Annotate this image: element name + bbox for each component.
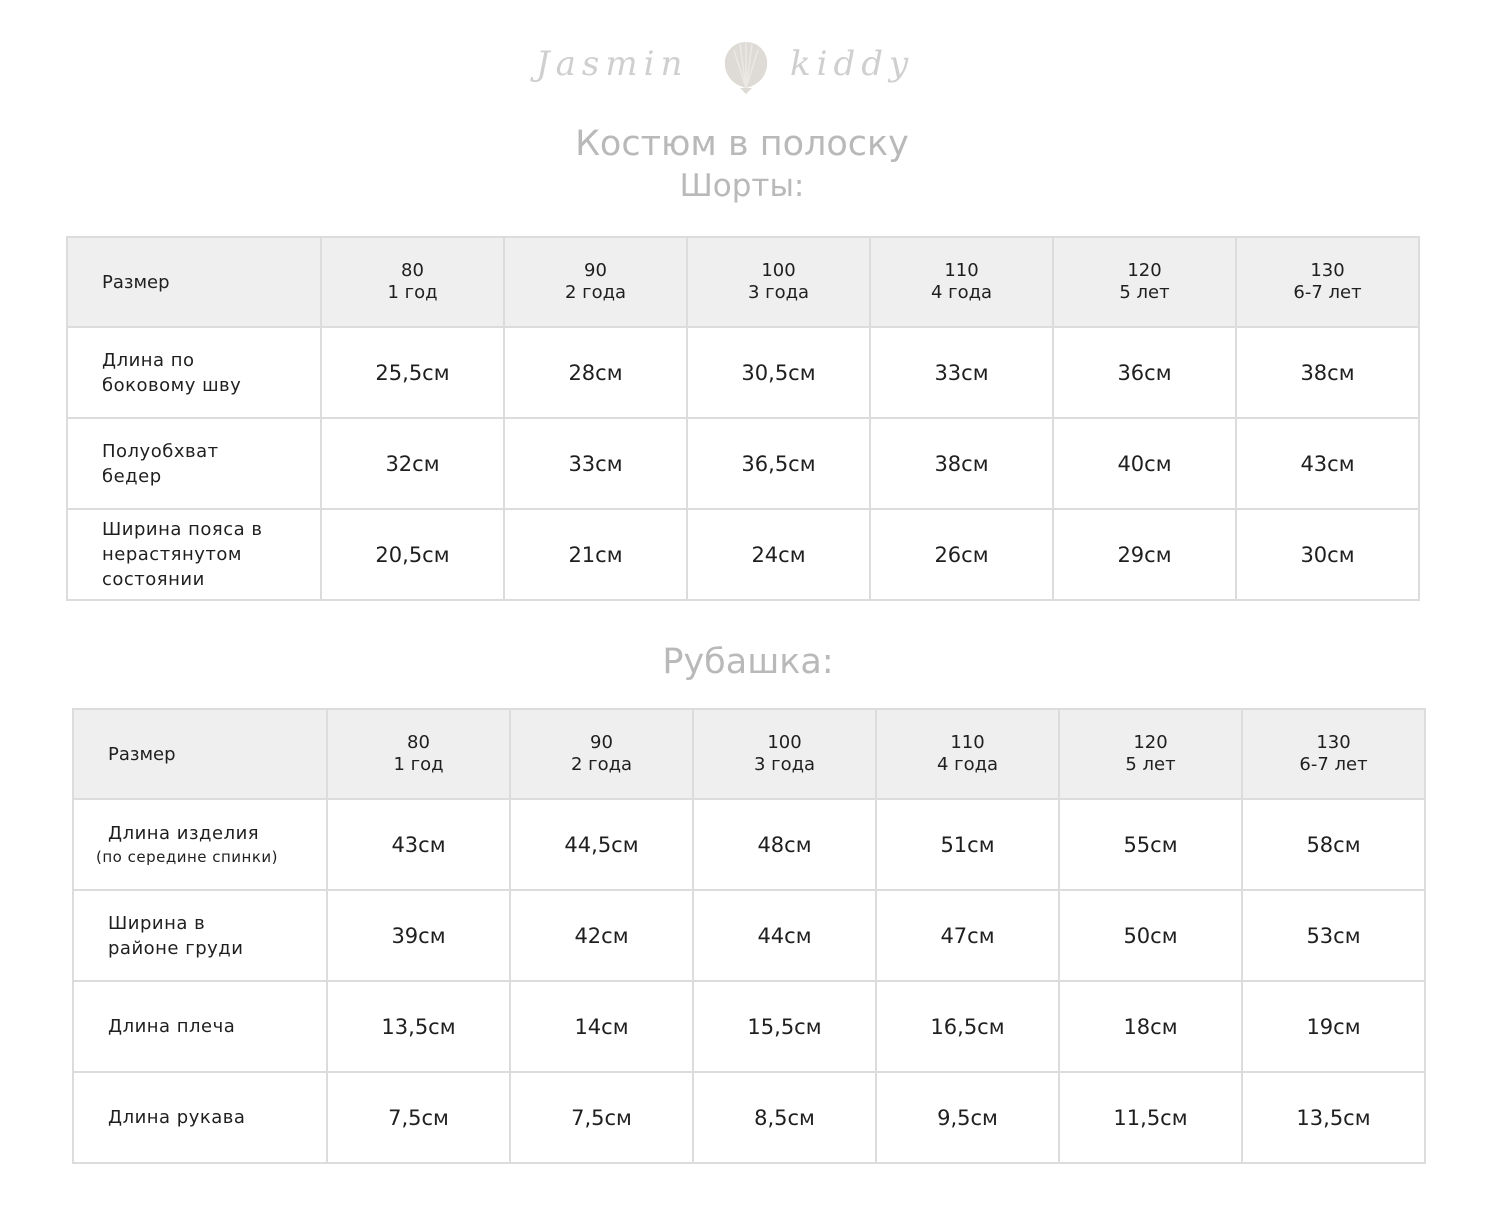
table-row (73, 981, 1425, 1072)
size-age: 3 года (747, 282, 810, 303)
size-age: 5 лет (1125, 754, 1176, 775)
size-age: 2 года (564, 282, 627, 303)
size-age: 1 год (393, 754, 444, 775)
size-height: 120 (1127, 260, 1162, 281)
table-cell: 13,5см (1242, 1072, 1425, 1163)
table-row (73, 890, 1425, 981)
size-header-100 (693, 709, 876, 799)
table-cell: 36,5см (687, 418, 870, 509)
row-label (73, 981, 327, 1072)
size-header-90 (504, 237, 687, 327)
size-header-120 (1059, 709, 1242, 799)
table-cell: 24см (687, 509, 870, 600)
size-header-120 (1053, 237, 1236, 327)
row-label-line: Длина рукава (108, 1107, 246, 1128)
size-header-90 (510, 709, 693, 799)
row-label-line: Длина изделия (108, 823, 260, 844)
table-cell: 8,5см (693, 1072, 876, 1163)
row-label-line: Полуобхват (102, 440, 219, 462)
size-height: 100 (767, 732, 802, 753)
row-label-line: боковому шву (102, 374, 242, 396)
size-age: 1 год (387, 282, 438, 303)
table-cell: 19см (1242, 981, 1425, 1072)
row-label-line: нерастянутом (102, 544, 243, 565)
size-height: 130 (1316, 732, 1351, 753)
table-cell: 55см (1059, 799, 1242, 890)
size-height: 80 (407, 732, 430, 753)
table-cell: 42см (510, 890, 693, 981)
row-label-note: (по середине спинки) (96, 848, 279, 866)
seashell-icon (718, 38, 774, 94)
header-size-label: Размер (67, 237, 321, 327)
row-label-line: бедер (102, 465, 162, 487)
row-label (73, 890, 327, 981)
row-label (67, 418, 321, 509)
size-height: 90 (584, 260, 607, 281)
size-height: 130 (1310, 260, 1345, 281)
size-height: 100 (761, 260, 796, 281)
table-cell: 11,5см (1059, 1072, 1242, 1163)
size-height: 80 (401, 260, 424, 281)
table-cell: 30,5см (687, 327, 870, 418)
size-header-130 (1236, 237, 1419, 327)
table-cell: 25,5см (321, 327, 504, 418)
table-cell: 29см (1053, 509, 1236, 600)
table-cell: 50см (1059, 890, 1242, 981)
row-label (67, 327, 321, 418)
brand-logo (528, 34, 958, 104)
shorts-size-table (66, 236, 1420, 601)
table-cell: 33см (504, 418, 687, 509)
row-label-line: Ширина пояса в (102, 519, 263, 540)
table-cell: 15,5см (693, 981, 876, 1072)
table-cell: 38см (1236, 327, 1419, 418)
size-height: 110 (944, 260, 979, 281)
page-title: Костюм в полоску (575, 124, 909, 164)
table-cell: 47см (876, 890, 1059, 981)
row-label-line: Длина по (102, 349, 195, 371)
table-row (67, 418, 1419, 509)
table-cell: 40см (1053, 418, 1236, 509)
size-header-80 (321, 237, 504, 327)
shirt-size-table (72, 708, 1426, 1164)
logo-text-left: Jasmin (536, 44, 689, 84)
table-cell: 20,5см (321, 509, 504, 600)
size-header-100 (687, 237, 870, 327)
table-cell: 7,5см (510, 1072, 693, 1163)
table-cell: 14см (510, 981, 693, 1072)
size-age: 6-7 лет (1299, 754, 1368, 775)
size-age: 3 года (753, 754, 816, 775)
size-height: 90 (590, 732, 613, 753)
row-label-line: состоянии (102, 569, 205, 590)
table-cell: 43см (1236, 418, 1419, 509)
row-label-line: районе груди (108, 937, 244, 959)
row-label-line: Ширина в (108, 912, 206, 934)
size-header-110 (876, 709, 1059, 799)
table-cell: 58см (1242, 799, 1425, 890)
size-age: 6-7 лет (1293, 282, 1362, 303)
table-cell: 26см (870, 509, 1053, 600)
table-row (67, 327, 1419, 418)
table-cell: 43см (327, 799, 510, 890)
table-header-row (67, 237, 1419, 327)
table-cell: 32см (321, 418, 504, 509)
size-age: 5 лет (1119, 282, 1170, 303)
shorts-section-title: Шорты: (679, 168, 805, 204)
table-cell: 39см (327, 890, 510, 981)
table-row (73, 1072, 1425, 1163)
table-cell: 28см (504, 327, 687, 418)
table-header-row (73, 709, 1425, 799)
table-row (67, 509, 1419, 600)
size-height: 120 (1133, 732, 1168, 753)
table-cell: 36см (1053, 327, 1236, 418)
table-cell: 44,5см (510, 799, 693, 890)
table-cell: 33см (870, 327, 1053, 418)
row-label-line: Длина плеча (108, 1016, 236, 1037)
logo-text-right: kiddy (790, 44, 915, 84)
table-cell: 21см (504, 509, 687, 600)
table-cell: 16,5см (876, 981, 1059, 1072)
size-age: 4 года (930, 282, 993, 303)
size-height: 110 (950, 732, 985, 753)
row-label (67, 509, 321, 600)
table-cell: 48см (693, 799, 876, 890)
table-cell: 9,5см (876, 1072, 1059, 1163)
size-age: 4 года (936, 754, 999, 775)
size-age: 2 года (570, 754, 633, 775)
table-cell: 53см (1242, 890, 1425, 981)
table-cell: 18см (1059, 981, 1242, 1072)
row-label (73, 1072, 327, 1163)
size-header-110 (870, 237, 1053, 327)
table-cell: 30см (1236, 509, 1419, 600)
size-header-130 (1242, 709, 1425, 799)
shirt-section-title: Рубашка: (662, 642, 834, 682)
table-cell: 13,5см (327, 981, 510, 1072)
table-cell: 38см (870, 418, 1053, 509)
header-size-label: Размер (73, 709, 327, 799)
row-label (73, 799, 327, 890)
table-cell: 7,5см (327, 1072, 510, 1163)
table-cell: 44см (693, 890, 876, 981)
size-header-80 (327, 709, 510, 799)
table-row (73, 799, 1425, 890)
table-cell: 51см (876, 799, 1059, 890)
